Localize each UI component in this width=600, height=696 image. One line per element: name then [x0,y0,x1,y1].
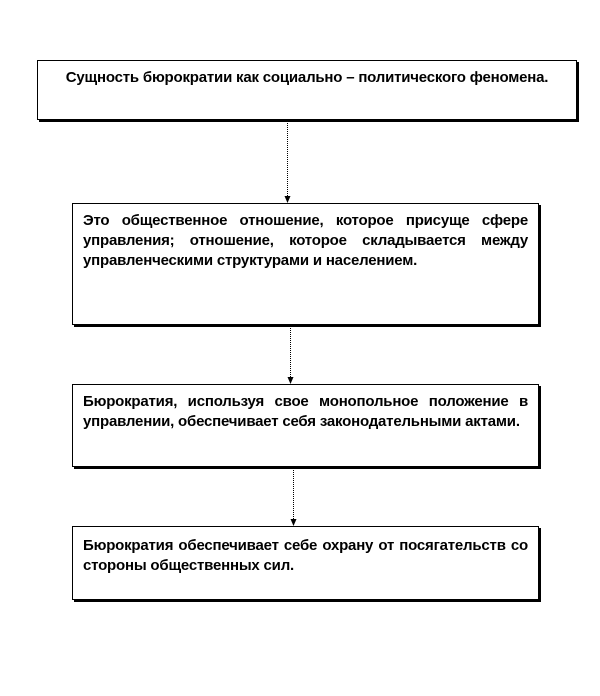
relation-box [72,203,539,325]
arrowhead-1-2 [285,196,291,203]
arrowhead-3-4 [291,519,297,526]
protection-box [72,526,539,600]
essence-box [37,60,577,120]
protection-text: Бюрократия обеспечивает себе охрану от посягательств со стороны общественных сил. [83,537,528,574]
essence-text: Сущность бюрократии как социально – политического феномена. [65,69,549,86]
arrowhead-2-3 [288,377,294,384]
monopoly-text: Бюрократия, используя свое монопольное положение в управлении, обеспечивает себя законодательными актами. [83,393,528,430]
relation-text: Это общественное отношение, которое присуще сфере управления; отношение, которое складывается между управленческими структурами и населением. [83,212,528,269]
monopoly-box [72,384,539,467]
